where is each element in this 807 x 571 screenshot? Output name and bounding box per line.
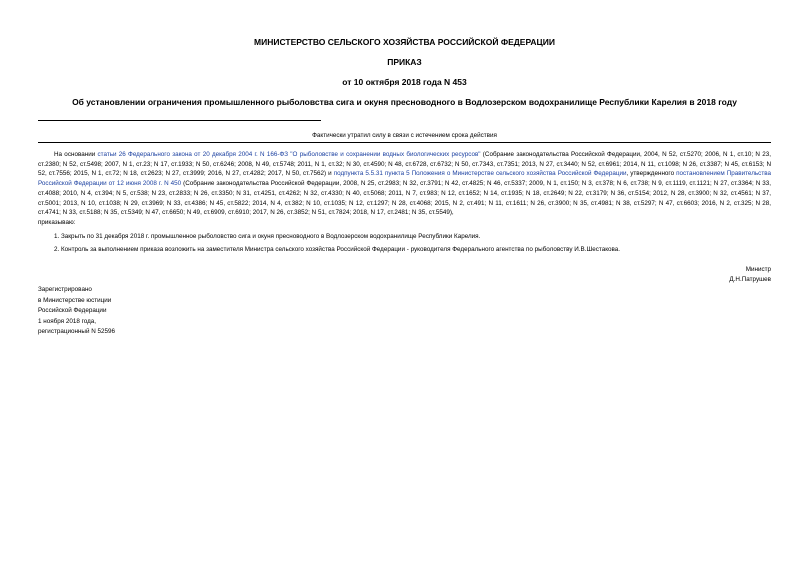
preamble-approved: , утвержденного bbox=[626, 170, 677, 178]
link-government-decree-450[interactable]: постановлением Правительства Российской Федерации от 12 июня 2008 г. N 450 bbox=[38, 170, 771, 188]
preamble-paragraph bbox=[38, 150, 771, 218]
signer-name: Д.Н.Патрушев bbox=[729, 276, 771, 283]
status-note: Фактически утратил силу в связи с истечением срока действия bbox=[312, 132, 497, 139]
preamble-citation-1: (Собрание законодательства Российской Федерации, 2004, N 52, ст.5270; 2006, N 1, ст.10; N 23, ст.2380; N 52, ст.5498; 2007, N 1, ст.23; N 17, ст.1933; N 50, ст.6246; 2008, N 49, ст.5748; 2011, N 1, ст.32; N 30, ст.4590; N 48, ст.6728, ст.6732; N 50, ст.7343, ст.7351; 2013, N 27, ст.3440; N 52, ст.6961; 2014, N 11, ст.1098; N 26, ст.3387; N 45, ст.6153; N 52, ст.7556; 2015, N 1, ст.72; N 18, ст.2623; N 27, ст.3999; 2016, N 27, ст.4282; 2017, N 50, ст.7562) и bbox=[38, 151, 771, 178]
document-type: ПРИКАЗ bbox=[387, 57, 422, 67]
separator-full bbox=[38, 142, 771, 143]
order-item-2: 2. Контроль за выполнением приказа возложить на заместителя Министра сельского хозяйства Российской Федерации - руководителя Федерального агентства по рыболовству И.В.Шестакова. bbox=[54, 246, 621, 254]
link-regulation-subparagraph[interactable]: подпункта 5.5.31 пункта 5 Положения о Министерстве сельского хозяйства Российской Федерации bbox=[333, 170, 627, 178]
separator-short bbox=[38, 120, 321, 121]
document-body bbox=[38, 150, 771, 255]
document-date-number: от 10 октября 2018 года N 453 bbox=[342, 77, 467, 87]
registration-block bbox=[38, 285, 115, 338]
document-title: Об установлении ограничения промышленного рыболовства сига и окуня пресноводного в Водлозерском водохранилище Республики Карелия в 2018 году bbox=[72, 97, 737, 107]
registration-line-1: Зарегистрировано bbox=[38, 286, 92, 293]
preamble-citation-2: (Собрание законодательства Российской Федерации, 2008, N 25, ст.2983; N 32, ст.3791; N 42, ст.4825; N 46, ст.5337; 2009, N 1, ст.150; N 3, ст.378; N 6, ст.738; N 9, ст.1119, ст.1121; N 27, ст.3364; N 33, ст.4088; 2010, N 4, ст.394; N 5, ст.538; N 23, ст.2833; N 26, ст.3350; N 31, ст.4251, ст.4262; N 32, ст.4330; N 40, ст.5068; 2011, N 7, ст.983; N 12, ст.1652; N 14, ст.1935; N 18, ст.2649; N 22, ст.3179; N 36, ст.5154; 2012, N 28, ст.3900; N 32, ст.4561; N 37, ст.5001; 2013, N 10, ст.1038; N 29, ст.3969; N 33, ст.4386; N 45, ст.5822; 2014, N 4, ст.382; N 10, ст.1035; N 12, ст.1297; N 28, ст.4068; 2015, N 2, ст.491; N 11, ст.1611; N 26, ст.3900; N 35, ст.4981; N 38, ст.5297; N 47, ст.6603; 2016, N 2, ст.325; N 28, ст.4741; N 33, ст.5188; N 35, ст.5349; N 47, ст.6650; N 49, ст.6909, ст.6910; 2017, N 26, ст.3852; N 51, ст.7824; 2018, N 17, ст.2481; N 35, ст.5549), bbox=[38, 180, 771, 217]
ministry-name: МИНИСТЕРСТВО СЕЛЬСКОГО ХОЗЯЙСТВА РОССИЙСКОЙ ФЕДЕРАЦИИ bbox=[254, 37, 555, 47]
registration-line-4: 1 ноября 2018 года, bbox=[38, 317, 97, 325]
order-word: приказываю: bbox=[38, 218, 76, 226]
preamble-prefix: На основании bbox=[54, 151, 98, 158]
registration-line-3: Российской Федерации bbox=[38, 307, 107, 314]
registration-line-2: в Министерстве юстиции bbox=[38, 296, 112, 304]
signature-block bbox=[729, 265, 771, 285]
order-item-1: 1. Закрыть по 31 декабря 2018 г. промышленное рыболовство сига и окуня пресноводного в Водлозерском водохранилище Республики Карелия. bbox=[54, 232, 481, 240]
signer-position: Министр bbox=[745, 266, 771, 273]
link-federal-law-article-26[interactable]: статьи 26 Федерального закона от 20 декабря 2004 г. N 166-ФЗ "О рыболовстве и сохранении водных биологических ресурсов" bbox=[97, 151, 481, 158]
registration-line-5: регистрационный N 52596 bbox=[38, 328, 116, 335]
